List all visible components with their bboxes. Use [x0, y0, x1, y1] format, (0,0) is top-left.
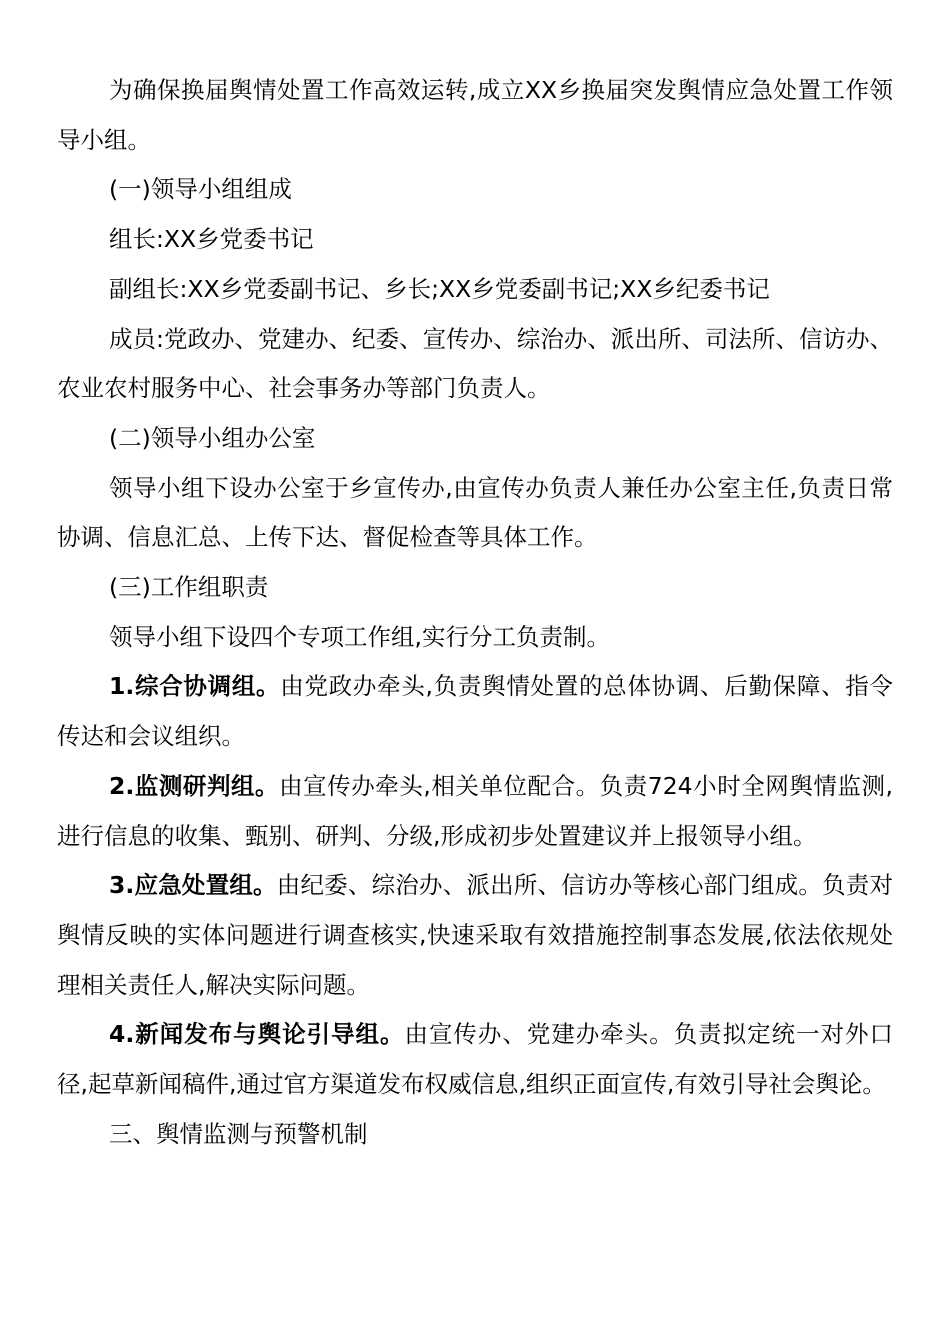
- group-title: 3.应急处置组。: [109, 871, 277, 900]
- group-description: 由宣传办、党建办牵头。负责拟定统一对外口径,起草新闻稿件,通过官方渠道发布权威信息,组织正面宣传,有效引导社会舆论。: [57, 1020, 894, 1099]
- document-page: [57, 66, 893, 1159]
- paragraph-text: 成员:党政办、党建办、纪委、宣传办、综治办、派出所、司法所、信访办、农业农村服务中心、社会事务办等部门负责人。: [57, 324, 893, 403]
- heading-text: (二)领导小组办公室: [109, 423, 316, 452]
- paragraph-text: 领导小组下设办公室于乡宣传办,由宣传办负责人兼任办公室主任,负责日常协调、信息汇总、上传下达、督促检查等具体工作。: [57, 473, 893, 552]
- group-description: 由宣传办牵头,相关单位配合。负责724小时全网舆情监测,进行信息的收集、甄别、研判、分级,形成初步处置建议并上报领导小组。: [57, 771, 893, 850]
- working-groups-intro: [57, 613, 893, 663]
- group-item-monitoring: [57, 762, 893, 861]
- group-title: 2.监测研判组。: [109, 771, 280, 800]
- group-item-emergency: [57, 861, 893, 1010]
- leader-line: [57, 215, 893, 265]
- group-description: 由纪委、综治办、派出所、信访办等核心部门组成。负责对舆情反映的实体问题进行调查核实,快速采取有效措施控制事态发展,依法依规处理相关责任人,解决实际问题。: [57, 871, 893, 999]
- group-description: 由党政办牵头,负责舆情处置的总体协调、后勤保障、指令传达和会议组织。: [57, 672, 893, 751]
- section-heading-working-groups: [57, 563, 893, 613]
- section-heading-monitoring-mechanism: [57, 1110, 893, 1160]
- paragraph-text: 领导小组下设四个专项工作组,实行分工负责制。: [109, 622, 610, 651]
- deputy-leader-line: [57, 265, 893, 315]
- section-heading-leadership-composition: [57, 165, 893, 215]
- paragraph-text: 组长:XX乡党委书记: [109, 225, 314, 254]
- group-title: 1.综合协调组。: [109, 672, 281, 701]
- group-item-news-release: [57, 1010, 893, 1109]
- section-heading-office: [57, 414, 893, 464]
- paragraph-text: 为确保换届舆情处置工作高效运转,成立XX乡换届突发舆情应急处置工作领导小组。: [57, 76, 893, 154]
- paragraph-text: 副组长:XX乡党委副书记、乡长;XX乡党委副书记;XX乡纪委书记: [109, 274, 770, 303]
- heading-text: (一)领导小组组成: [109, 175, 292, 204]
- office-paragraph: [57, 464, 893, 563]
- heading-text: 三、舆情监测与预警机制: [109, 1119, 368, 1148]
- intro-paragraph: [57, 66, 893, 165]
- heading-text: (三)工作组职责: [109, 573, 269, 602]
- group-item-coordination: [57, 662, 893, 761]
- members-paragraph: [57, 315, 893, 414]
- group-title: 4.新闻发布与舆论引导组。: [109, 1020, 405, 1049]
